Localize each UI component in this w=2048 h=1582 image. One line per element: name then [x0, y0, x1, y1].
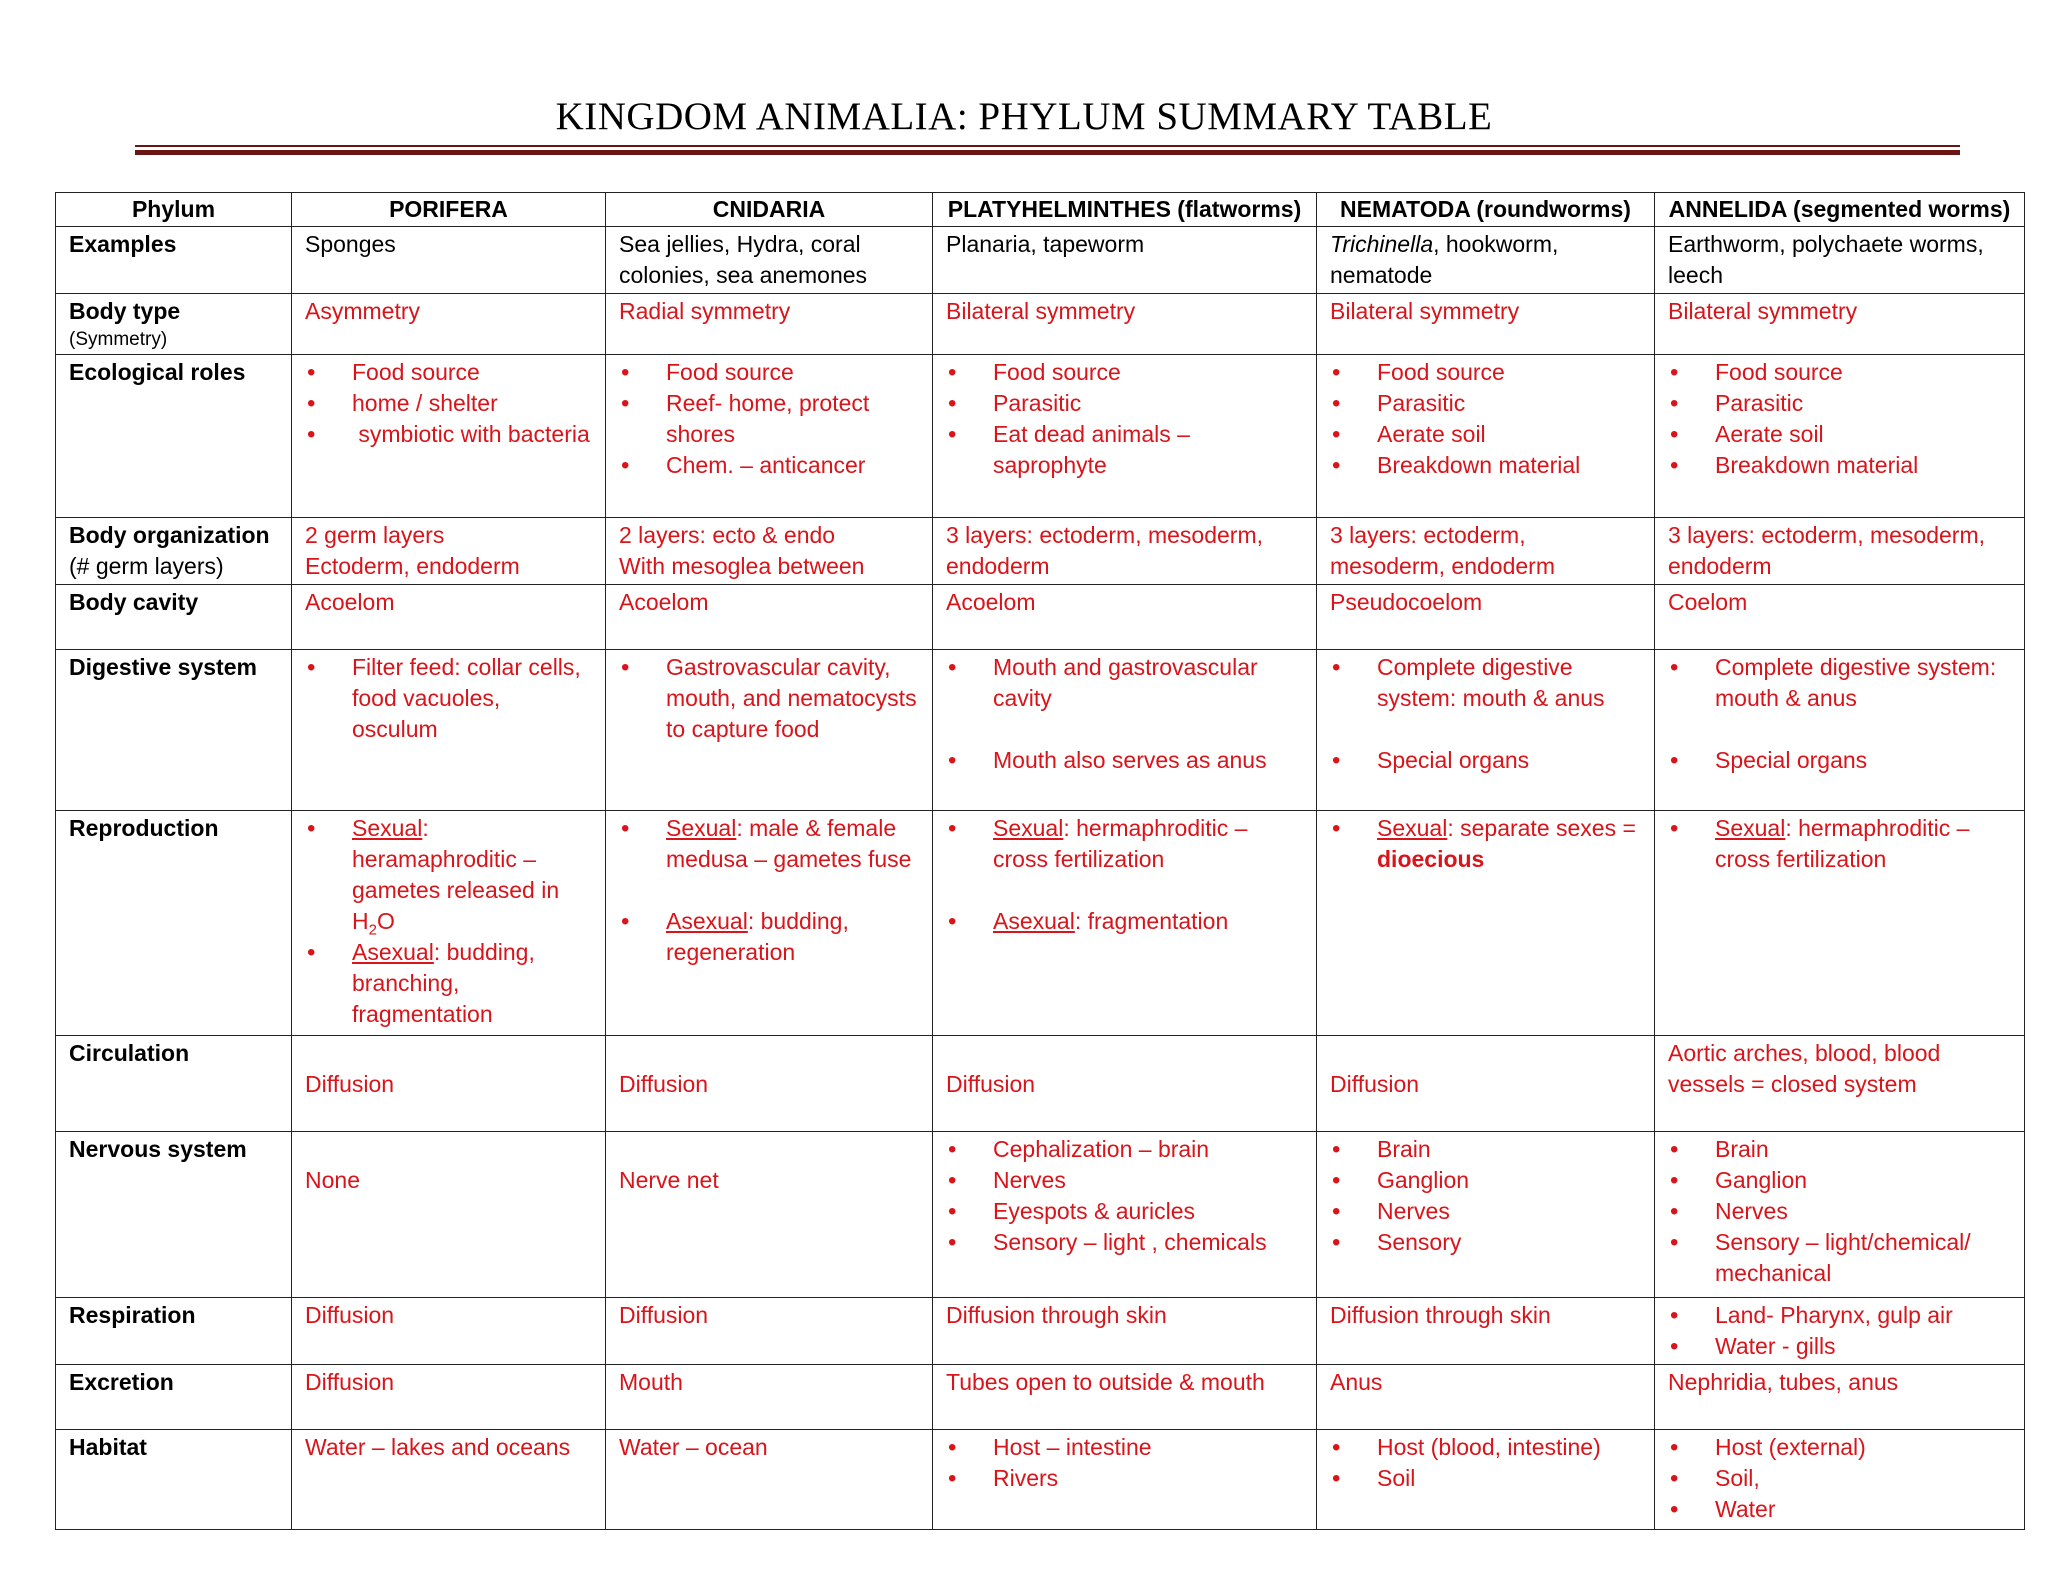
cell-circulation-platyhelminthes: Diffusion — [933, 1036, 1317, 1132]
header-phylum: Phylum — [56, 193, 292, 227]
cell-organization-porifera — [292, 518, 606, 585]
cell-circulation-annelida: Aortic arches, blood, blood vessels = closed system — [1655, 1036, 2025, 1132]
cell-examples-porifera: Sponges — [292, 227, 606, 294]
cell-nervous-cnidaria: Nerve net — [606, 1132, 933, 1298]
list-item: • Mouth also serves as anus — [946, 745, 1303, 776]
list-item: • Water - gills — [1668, 1331, 2011, 1362]
row-label-ecological-roles: Ecological roles — [56, 355, 292, 518]
header-platyhelminthes: PLATYHELMINTHES (flatworms) — [933, 193, 1317, 227]
list-item: • Sensory – light , chemicals — [946, 1227, 1303, 1258]
bullet-list — [619, 652, 919, 745]
reproduction-text: : heramaphroditic – gametes released in H — [352, 815, 560, 934]
row-body-cavity — [56, 585, 2025, 650]
body-organization-sublabel: (# germ layers) — [69, 553, 224, 579]
list-item: • Parasitic — [1668, 388, 2011, 419]
sexual-label: Sexual — [993, 815, 1064, 841]
asexual-label: Asexual — [352, 939, 434, 965]
header-annelida: ANNELIDA (segmented worms) — [1655, 193, 2025, 227]
list-item: • Rivers — [946, 1463, 1303, 1494]
organization-line: 2 layers: ecto & endo — [619, 522, 836, 548]
cell-ecological-platyhelminthes — [933, 355, 1317, 518]
bullet-list — [946, 652, 1303, 776]
header-cnidaria: CNIDARIA — [606, 193, 933, 227]
cell-reproduction-platyhelminthes — [933, 811, 1317, 1036]
list-item: • Nerves — [946, 1165, 1303, 1196]
cell-ecological-annelida — [1655, 355, 2025, 518]
list-item: • Breakdown material — [1330, 450, 1641, 481]
list-item: • Ganglion — [1668, 1165, 2011, 1196]
list-item: • Reef- home, protect shores — [619, 388, 919, 450]
bullet-list — [1668, 357, 2011, 481]
cell-ecological-cnidaria — [606, 355, 933, 518]
bullet-list — [1330, 357, 1641, 481]
cell-organization-nematoda: 3 layers: ectoderm, mesoderm, endoderm — [1317, 518, 1655, 585]
list-item: • Food source — [1668, 357, 2011, 388]
reproduction-text: : fragmentation — [1074, 908, 1229, 934]
list-item: • Eyespots & auricles — [946, 1196, 1303, 1227]
cell-excretion-nematoda: Anus — [1317, 1365, 1655, 1430]
page-title: KINGDOM ANIMALIA: PHYLUM SUMMARY TABLE — [555, 95, 1493, 138]
dioecious-bold: dioecious — [1377, 846, 1485, 872]
cell-habitat-nematoda — [1317, 1430, 1655, 1530]
bullet-list — [1668, 652, 2011, 776]
cell-circulation-porifera: Diffusion — [292, 1036, 606, 1132]
bullet-list — [1668, 1134, 2011, 1289]
list-item: • Chem. – anticancer — [619, 450, 919, 481]
row-digestive-system — [56, 650, 2025, 811]
row-ecological-roles — [56, 355, 2025, 518]
bullet-list — [1330, 1134, 1641, 1258]
cell-digestive-annelida — [1655, 650, 2025, 811]
reproduction-text: : separate sexes = — [1447, 815, 1643, 841]
cell-body-type-platyhelminthes: Bilateral symmetry — [933, 294, 1317, 355]
cell-organization-platyhelminthes: 3 layers: ectoderm, mesoderm, endoderm — [933, 518, 1317, 585]
body-type-label: Body type — [69, 298, 181, 324]
list-item: • Breakdown material — [1668, 450, 2011, 481]
list-item: • Land- Pharynx, gulp air — [1668, 1300, 2011, 1331]
list-item: • symbiotic with bacteria — [305, 419, 592, 450]
row-body-organization — [56, 518, 2025, 585]
cell-ecological-nematoda — [1317, 355, 1655, 518]
bullet-list — [946, 813, 1303, 937]
list-item: • Food source — [1330, 357, 1641, 388]
cell-body-type-cnidaria: Radial symmetry — [606, 294, 933, 355]
list-item: • Nerves — [1668, 1196, 2011, 1227]
list-item — [305, 813, 592, 937]
list-item — [1330, 813, 1641, 875]
row-circulation — [56, 1036, 2025, 1132]
list-item: • Water — [1668, 1494, 2011, 1525]
cell-cavity-porifera: Acoelom — [292, 585, 606, 650]
list-item: • Host (blood, intestine) — [1330, 1432, 1641, 1463]
reproduction-text: : hermaphroditic – cross fertilization — [1715, 815, 1970, 872]
cell-cavity-annelida: Coelom — [1655, 585, 2025, 650]
cell-examples-annelida: Earthworm, polychaete worms, leech — [1655, 227, 2025, 294]
list-item — [946, 906, 1303, 937]
row-label-body-type — [56, 294, 292, 355]
cell-examples-nematoda — [1317, 227, 1655, 294]
sexual-label: Sexual — [666, 815, 737, 841]
reproduction-text: : male & female medusa – gametes fuse — [666, 815, 912, 872]
cell-habitat-annelida — [1655, 1430, 2025, 1530]
bullet-list — [1330, 1432, 1641, 1494]
header-porifera: PORIFERA — [292, 193, 606, 227]
reproduction-text: O — [376, 908, 395, 934]
cell-body-type-porifera: Asymmetry — [292, 294, 606, 355]
list-item: • Parasitic — [946, 388, 1303, 419]
list-item: • Special organs — [1668, 745, 2011, 776]
cell-reproduction-cnidaria — [606, 811, 933, 1036]
list-item: • Soil — [1330, 1463, 1641, 1494]
list-item: • Cephalization – brain — [946, 1134, 1303, 1165]
bullet-list — [1668, 813, 2011, 875]
row-habitat — [56, 1430, 2025, 1530]
header-nematoda: NEMATODA (roundworms) — [1317, 193, 1655, 227]
bullet-list — [305, 652, 592, 745]
reproduction-text: : hermaphroditic – cross fertilization — [993, 815, 1248, 872]
list-item: • Host (external) — [1668, 1432, 2011, 1463]
asexual-label: Asexual — [666, 908, 748, 934]
row-label-digestive-system: Digestive system — [56, 650, 292, 811]
cell-organization-annelida: 3 layers: ectoderm, mesoderm, endoderm — [1655, 518, 2025, 585]
list-item: • Parasitic — [1330, 388, 1641, 419]
list-item: • Ganglion — [1330, 1165, 1641, 1196]
cell-excretion-cnidaria: Mouth — [606, 1365, 933, 1430]
bullet-list — [946, 357, 1303, 481]
list-item: • Nerves — [1330, 1196, 1641, 1227]
sexual-label: Sexual — [352, 815, 423, 841]
cell-digestive-platyhelminthes — [933, 650, 1317, 811]
cell-organization-cnidaria — [606, 518, 933, 585]
bullet-list — [619, 813, 919, 968]
phylum-summary-table — [55, 192, 2025, 1530]
cell-digestive-cnidaria — [606, 650, 933, 811]
list-item — [619, 813, 919, 875]
list-item: • Brain — [1330, 1134, 1641, 1165]
list-item: • Complete digestive system: mouth & anus — [1668, 652, 2011, 714]
body-organization-label: Body organization — [69, 522, 270, 548]
cell-circulation-nematoda: Diffusion — [1317, 1036, 1655, 1132]
cell-body-type-annelida: Bilateral symmetry — [1655, 294, 2025, 355]
list-item — [619, 906, 919, 968]
cell-nervous-nematoda — [1317, 1132, 1655, 1298]
asexual-label: Asexual — [993, 908, 1075, 934]
list-item: • Sensory – light/chemical/ mechanical — [1668, 1227, 2011, 1289]
list-item: • Sensory — [1330, 1227, 1641, 1258]
row-label-body-cavity: Body cavity — [56, 585, 292, 650]
header-row — [56, 193, 2025, 227]
bullet-list — [1330, 813, 1641, 875]
cell-examples-platyhelminthes: Planaria, tapeworm — [933, 227, 1317, 294]
cell-reproduction-annelida — [1655, 811, 2025, 1036]
cell-excretion-platyhelminthes: Tubes open to outside & mouth — [933, 1365, 1317, 1430]
bullet-list — [946, 1432, 1303, 1494]
row-label-examples: Examples — [56, 227, 292, 294]
organization-line: 2 germ layers — [305, 522, 445, 548]
row-label-circulation: Circulation — [56, 1036, 292, 1132]
sexual-label: Sexual — [1715, 815, 1786, 841]
reproduction-text: : budding, branching, fragmentation — [352, 939, 535, 1027]
row-nervous-system — [56, 1132, 2025, 1298]
organization-line: With mesoglea between — [619, 553, 865, 579]
row-label-body-organization — [56, 518, 292, 585]
row-label-reproduction: Reproduction — [56, 811, 292, 1036]
list-item: • Mouth and gastrovascular cavity — [946, 652, 1303, 714]
row-label-habitat: Habitat — [56, 1430, 292, 1530]
cell-cavity-cnidaria: Acoelom — [606, 585, 933, 650]
cell-circulation-cnidaria: Diffusion — [606, 1036, 933, 1132]
cell-reproduction-porifera — [292, 811, 606, 1036]
list-item: • Food source — [619, 357, 919, 388]
bullet-list — [1330, 652, 1641, 776]
row-excretion — [56, 1365, 2025, 1430]
cell-respiration-nematoda: Diffusion through skin — [1317, 1298, 1655, 1365]
list-item: • Filter feed: collar cells, food vacuoles, osculum — [305, 652, 592, 745]
cell-examples-cnidaria: Sea jellies, Hydra, coral colonies, sea anemones — [606, 227, 933, 294]
cell-habitat-porifera: Water – lakes and oceans — [292, 1430, 606, 1530]
bullet-list — [946, 1134, 1303, 1258]
cell-respiration-platyhelminthes: Diffusion through skin — [933, 1298, 1317, 1365]
row-label-nervous-system: Nervous system — [56, 1132, 292, 1298]
trichinella-italic: Trichinella — [1330, 231, 1434, 257]
cell-excretion-porifera: Diffusion — [292, 1365, 606, 1430]
cell-nervous-porifera: None — [292, 1132, 606, 1298]
cell-reproduction-nematoda — [1317, 811, 1655, 1036]
cell-habitat-platyhelminthes — [933, 1430, 1317, 1530]
cell-respiration-porifera: Diffusion — [292, 1298, 606, 1365]
cell-digestive-nematoda — [1317, 650, 1655, 811]
examples-nematoda-rest: , hookworm, nematode — [1330, 231, 1559, 288]
bullet-list — [619, 357, 919, 481]
list-item: • Food source — [946, 357, 1303, 388]
reproduction-text: : budding, regeneration — [666, 908, 849, 965]
cell-digestive-porifera — [292, 650, 606, 811]
cell-respiration-cnidaria: Diffusion — [606, 1298, 933, 1365]
row-label-excretion: Excretion — [56, 1365, 292, 1430]
bullet-list — [1668, 1432, 2011, 1525]
cell-nervous-annelida — [1655, 1132, 2025, 1298]
cell-body-type-nematoda: Bilateral symmetry — [1317, 294, 1655, 355]
cell-ecological-porifera — [292, 355, 606, 518]
cell-cavity-platyhelminthes: Acoelom — [933, 585, 1317, 650]
list-item: • home / shelter — [305, 388, 592, 419]
cell-cavity-nematoda: Pseudocoelom — [1317, 585, 1655, 650]
cell-habitat-cnidaria: Water – ocean — [606, 1430, 933, 1530]
organization-line: Ectoderm, endoderm — [305, 553, 520, 579]
list-item: • Complete digestive system: mouth & anus — [1330, 652, 1641, 714]
row-body-type — [56, 294, 2025, 355]
list-item: • Food source — [305, 357, 592, 388]
row-reproduction — [56, 811, 2025, 1036]
row-label-respiration: Respiration — [56, 1298, 292, 1365]
list-item: • Host – intestine — [946, 1432, 1303, 1463]
list-item — [946, 813, 1303, 875]
list-item: • Gastrovascular cavity, mouth, and nematocysts to capture food — [619, 652, 919, 745]
cell-nervous-platyhelminthes — [933, 1132, 1317, 1298]
list-item: • Eat dead animals – saprophyte — [946, 419, 1303, 481]
row-respiration — [56, 1298, 2025, 1365]
title-rule-thin — [135, 145, 1960, 147]
list-item: • Special organs — [1330, 745, 1641, 776]
bullet-list — [305, 357, 592, 450]
bullet-list — [305, 813, 592, 1030]
list-item — [305, 937, 592, 1030]
list-item: • Aerate soil — [1330, 419, 1641, 450]
cell-excretion-annelida: Nephridia, tubes, anus — [1655, 1365, 2025, 1430]
title-rule-thick — [135, 150, 1960, 155]
subscript-2: 2 — [368, 921, 377, 939]
cell-respiration-annelida — [1655, 1298, 2025, 1365]
list-item — [1668, 813, 2011, 875]
row-examples — [56, 227, 2025, 294]
body-type-sublabel: (Symmetry) — [69, 329, 168, 350]
list-item: • Aerate soil — [1668, 419, 2011, 450]
bullet-list — [1668, 1300, 2011, 1362]
list-item: • Soil, — [1668, 1463, 2011, 1494]
sexual-label: Sexual — [1377, 815, 1448, 841]
list-item: • Brain — [1668, 1134, 2011, 1165]
